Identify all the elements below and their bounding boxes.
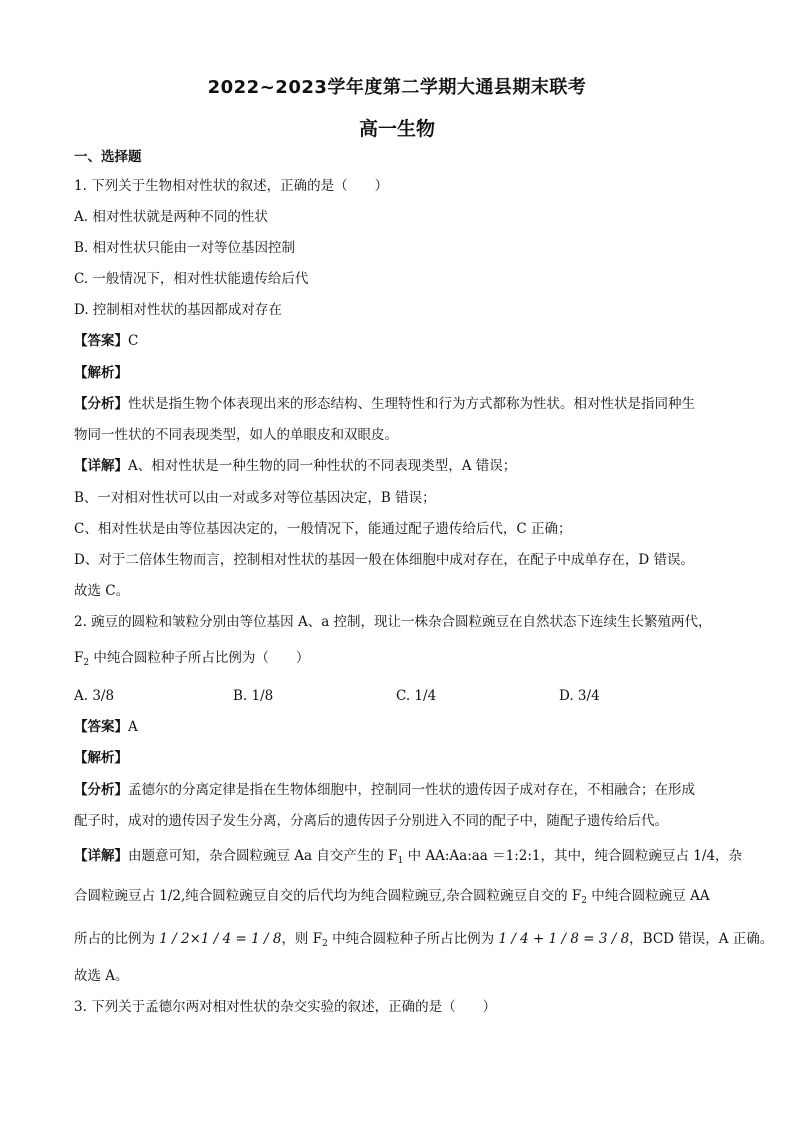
q2-fenxi-line-2: 配子时，成对的遗传因子发生分离，分离后的遗传因子分别进入不同的配子中，随配子遗传给后代。 bbox=[74, 813, 668, 829]
q2-stem-line-2 bbox=[74, 648, 734, 673]
q1-analysis-tag: 【解析】 bbox=[74, 365, 128, 381]
q1-stem: 1. 下列关于生物相对性状的叙述，正确的是（ ） bbox=[74, 178, 389, 194]
q2-option-c: C. 1/4 bbox=[396, 688, 437, 704]
q1-option-b: B. 相对性状只能由一对等位基因控制 bbox=[74, 240, 296, 256]
math-expression: 1 / 2×1 / 4 = 1 / 8 bbox=[159, 931, 282, 947]
stem-text: 中纯合圆粒种子所占比例为（ ） bbox=[89, 650, 310, 666]
f-symbol: F bbox=[312, 931, 323, 947]
answer-tag: 【答案】 bbox=[74, 719, 128, 735]
q1-fenxi-line-2: 物同一性状的不同表现类型，如人的单眼皮和双眼皮。 bbox=[74, 427, 398, 443]
q2-option-a: A. 3/8 bbox=[74, 688, 115, 704]
q1-option-d: D. 控制相对性状的基因都成对存在 bbox=[74, 302, 282, 318]
q2-fenxi-line-1 bbox=[74, 780, 734, 800]
xiangjie-text: 中 AA:Aa:aa ＝1:2:1，其中，纯合圆粒豌豆占 1/4，杂 bbox=[403, 848, 743, 864]
q1-xiangjie-line-4: D、对于二倍体生物而言，控制相对性状的基因一般在体细胞中成对存在，在配子中成单存在，D 错误。 bbox=[74, 552, 694, 568]
q2-conclusion: 故选 A。 bbox=[74, 968, 129, 984]
q1-option-a: A. 相对性状就是两种不同的性状 bbox=[74, 209, 268, 225]
q2-xiangjie-line-1 bbox=[74, 846, 743, 871]
xiangjie-text: ，则 bbox=[281, 931, 313, 947]
q1-answer bbox=[74, 331, 734, 351]
q1-conclusion: 故选 C。 bbox=[74, 583, 130, 599]
math-expression: 1 / 4 + 1 / 8 = 3 / 8 bbox=[498, 931, 630, 947]
f-symbol: F bbox=[388, 848, 398, 864]
q3-stem: 3. 下列关于孟德尔两对相对性状的杂交实验的叙述，正确的是（ ） bbox=[74, 999, 497, 1015]
f-subscript: 2 bbox=[83, 658, 90, 668]
fenxi-text: 孟德尔的分离定律是指在生物体细胞中，控制同一性状的遗传因子成对存在，不相融合；在形成 bbox=[128, 782, 695, 798]
xiangjie-tag: 【详解】 bbox=[74, 458, 128, 474]
answer-value: C bbox=[128, 333, 139, 349]
q1-xiangjie-line-1 bbox=[74, 456, 734, 476]
q2-option-b: B. 1/8 bbox=[233, 688, 274, 704]
answer-tag: 【答案】 bbox=[74, 333, 128, 349]
q1-option-c: C. 一般情况下，相对性状能遗传给后代 bbox=[74, 271, 309, 287]
fenxi-text: 性状是指生物个体表现出来的形态结构、生理特性和行为方式都称为性状。相对性状是指同种生 bbox=[128, 396, 695, 412]
xiangjie-text: 所占的比例为 bbox=[74, 931, 160, 947]
xiangjie-text: ，BCD 错误，A 正确。 bbox=[629, 931, 774, 947]
xiangjie-text: 由题意可知，杂合圆粒豌豆 Aa 自交产生的 bbox=[128, 848, 389, 864]
q1-xiangjie-line-2: B、一对相对性状可以由一对或多对等位基因决定，B 错误； bbox=[74, 490, 436, 506]
xiangjie-text: 合圆粒豌豆占 1/2,纯合圆粒豌豆自交的后代均为纯合圆粒豌豆,杂合圆粒豌豆自交的 bbox=[74, 888, 572, 904]
f-subscript: 2 bbox=[581, 896, 587, 906]
xiangjie-tag: 【详解】 bbox=[74, 848, 128, 864]
q2-analysis-tag: 【解析】 bbox=[74, 750, 128, 766]
q2-xiangjie-line-3 bbox=[74, 929, 774, 954]
q1-fenxi-line-1 bbox=[74, 394, 734, 414]
f-symbol: F bbox=[571, 888, 582, 904]
f-symbol: F bbox=[74, 650, 84, 666]
q1-xiangjie-line-3: C、相对性状是由等位基因决定的，一般情况下，能通过配子遗传给后代，C 正确； bbox=[74, 521, 572, 537]
xiangjie-text: 中纯合圆粒种子所占比例为 bbox=[327, 931, 499, 947]
xiangjie-text: 中纯合圆粒豌豆 AA bbox=[587, 888, 710, 904]
q2-xiangjie-line-2 bbox=[74, 886, 734, 911]
xiangjie-text: A、相对性状是一种生物的同一种性状的不同表现类型，A 错误； bbox=[128, 458, 517, 474]
fenxi-tag: 【分析】 bbox=[74, 396, 128, 412]
q2-answer bbox=[74, 717, 734, 737]
section-heading: 一、选择题 bbox=[74, 149, 142, 165]
q2-stem-line-1: 2. 豌豆的圆粒和皱粒分别由等位基因 A、a 控制，现让一株杂合圆粒豌豆在自然状态下连续生长繁殖两代， bbox=[74, 614, 712, 630]
f-subscript: 2 bbox=[322, 939, 328, 949]
q2-option-d: D. 3/4 bbox=[559, 688, 600, 704]
subject-title: 高一生物 bbox=[358, 118, 435, 140]
f-subscript: 1 bbox=[397, 856, 404, 866]
fenxi-tag: 【分析】 bbox=[74, 782, 128, 798]
exam-title: 2022~2023学年度第二学期大通县期末联考 bbox=[207, 77, 587, 98]
answer-value: A bbox=[128, 719, 138, 735]
